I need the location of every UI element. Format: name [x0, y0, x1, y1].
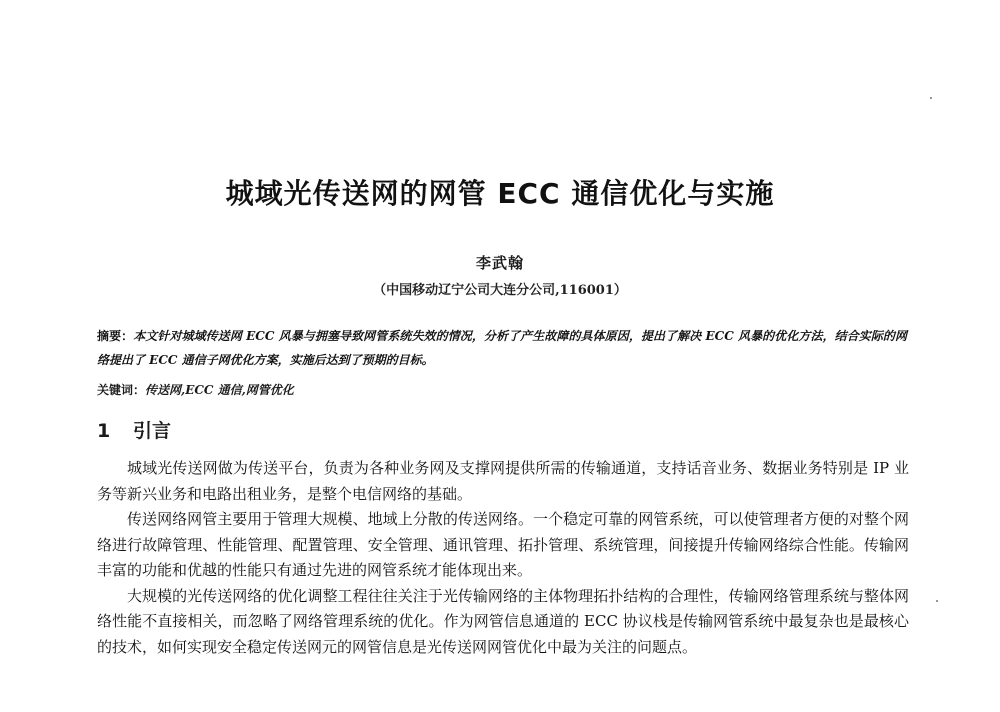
section-heading	[97, 416, 171, 443]
author-name: 李武翰	[475, 254, 524, 272]
keywords	[97, 378, 907, 402]
paragraph: 传送网络网管主要用于管理大规模、地域上分散的传送网络。一个稳定可靠的网管系统，可以使管理者方便的对整个网络进行故障管理、性能管理、配置管理、安全管理、通讯管理、拓扑管理、系统管理，间接提升传输网络综合性能。传输网丰富的功能和优越的性能只有通过先进的网管系统才能体现出来。	[97, 510, 909, 579]
scan-speck	[936, 600, 938, 602]
paragraph: 城域光传送网做为传送平台，负责为各种业务网及支撑网提供所需的传输通道，支持话音业务、数据业务特别是 IP 业务等新兴业务和电路出租业务，是整个电信网络的基础。	[97, 459, 909, 503]
section-title: 引言	[133, 420, 172, 442]
author-affiliation: （中国移动辽宁公司大连分公司,116001）	[373, 283, 627, 298]
body-text	[97, 456, 909, 660]
section-number: 1	[97, 420, 111, 442]
abstract-text: 本文针对城域传送网 ECC 风暴与拥塞导致网管系统失效的情况，分析了产生故障的具体原因，提出了解决 ECC 风暴的优化方法，结合实际的网络提出了 ECC 通信子网优化方案，实施后达到了预期的目标。	[97, 329, 907, 367]
paper-title: 城域光传送网的网管 ECC 通信优化与实施	[225, 177, 775, 210]
paragraph: 大规模的光传送网络的优化调整工程往往关注于光传输网络的主体物理拓扑结构的合理性，传输网络管理系统与整体网络性能不直接相关，而忽略了网络管理系统的优化。作为网管信息通道的 ECC 协议栈是传输网管系统中最复杂也是最核心的技术，如何实现安全稳定传送网元的网管信息是光传送网网管优化中最为关注的问题点。	[97, 586, 909, 656]
abstract	[97, 324, 907, 372]
abstract-label: 摘要：	[97, 329, 134, 343]
keywords-label: 关键词：	[97, 383, 146, 397]
keywords-text: 传送网,ECC 通信,网管优化	[145, 383, 294, 397]
scan-speck	[930, 97, 932, 99]
